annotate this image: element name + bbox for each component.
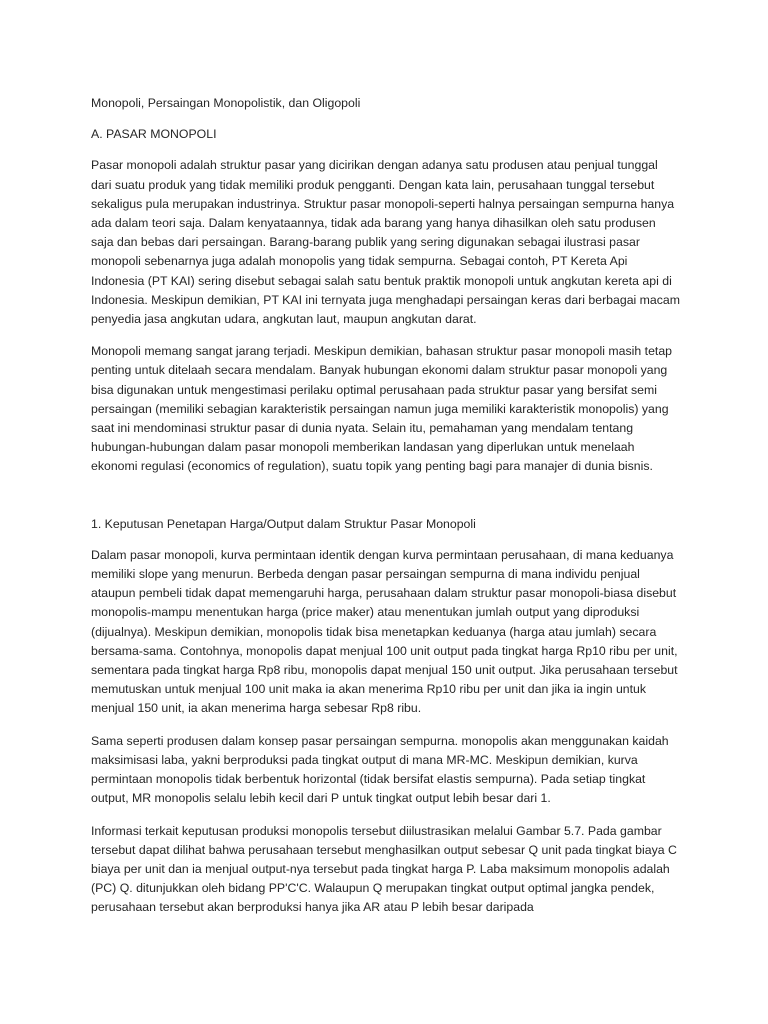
paragraph-5: Informasi terkait keputusan produksi monopolis tersebut diilustrasikan melalui Gambar 5.7. Pada gambar tersebut dapat dilihat bahwa perusahaan tersebut menghasilkan output sebesar Q unit pada tingkat biaya C biaya per unit dan ia menjual output-nya tersebut pada tingkat harga P. Laba maksimum monopolis adalah (PC) Q. ditunjukkan oleh bidang PP'C'C. Walaupun Q merupakan tingkat output optimal jangka pendek, perusahaan tersebut akan berproduksi hanya jika AR atau P lebih besar daripada <box>91 823 677 915</box>
paragraph-4: Sama seperti produsen dalam konsep pasar persaingan sempurna. monopolis akan menggunakan kaidah maksimisasi laba, yakni berproduksi pada tingkat output di mana MR-MC. Meskipun demikian, kurva permintaan monopolis tidak berbentuk horizontal (tidak bersifat elastis sempurna). Pada setiap tingkat output, MR monopolis selalu lebih kecil dari P untuk tingkat output lebih besar dari 1. <box>91 733 669 806</box>
section-a-heading: A. PASAR MONOPOLI <box>91 127 217 142</box>
document-title: Monopoli, Persaingan Monopolistik, dan Oligopoli <box>91 96 361 110</box>
paragraph-2: Monopoli memang sangat jarang terjadi. Meskipun demikian, bahasan struktur pasar monopoli masih tetap penting untuk ditelaah secara mendalam. Banyak hubungan ekonomi dalam struktur pasar monopoli yang bisa digunakan untuk mengestimasi perilaku optimal perusahaan pada struktur pasar yang bersifat semi persaingan (memiliki sebagian karakteristik persaingan namun juga memiliki karakteristik monopolis) yang saat ini mendominasi struktur pasar di dunia nyata. Selain itu, pemahaman yang mendalam tentang hubungan-hubungan dalam pasar monopoli memberikan landasan yang diperlukan untuk menelaah ekonomi regulasi (economics of regulation), suatu topik yang penting bagi para manajer di dunia bisnis. <box>91 344 673 474</box>
paragraph-3: Dalam pasar monopoli, kurva permintaan identik dengan kurva permintaan perusahaan, di mana keduanya memiliki slope yang menurun. Berbeda dengan pasar persaingan sempurna di mana individu penjual ataupun pembeli tidak dapat memengaruhi harga, perusahaan dalam struktur pasar monopoli-biasa disebut monopolis-mampu menentukan harga (price maker) atau menentukan jumlah output yang diproduksi (dijualnya). Meskipun demikian, monopolis tidak bisa menetapkan keduanya (harga atau jumlah) secara bersama-sama. Contohnya, monopolis dapat menjual 100 unit output pada tingkat harga Rp10 ribu per unit, sementara pada tingkat harga Rp8 ribu, monopolis dapat menjual 150 unit output. Jika perusahaan tersebut memutuskan untuk menjual 100 unit maka ia akan menerima Rp10 ribu per unit dan jika ia ingin untuk menjual 150 unit, ia akan menerima harga sebesar Rp8 ribu. <box>91 547 678 716</box>
paragraph-1: Pasar monopoli adalah struktur pasar yang dicirikan dengan adanya satu produsen atau penjual tunggal dari suatu produk yang tidak memiliki produk pengganti. Dengan kata lain, perusahaan tunggal tersebut sekaligus pula merupakan industrinya. Struktur pasar monopoli-seperti halnya persaingan sempurna hanya ada dalam teori saja. Dalam kenyataannya, tidak ada barang yang hanya dihasilkan oleh satu produsen saja dan bebas dari persaingan. Barang-barang publik yang sering digunakan sebagai ilustrasi pasar monopoli sebenarnya juga adalah monopolis yang tidak sempurna. Sebagai contoh, PT Kereta Api Indonesia (PT KAI) sering disebut sebagai salah satu bentuk praktik monopoli untuk angkutan kereta api di Indonesia. Meskipun demikian, PT KAI ini ternyata juga menghadapi persaingan keras dari berbagai macam penyedia jasa angkutan udara, angkutan laut, maupun angkutan darat. <box>91 158 680 327</box>
document-page <box>91 94 681 931</box>
subsection-1-heading: 1. Keputusan Penetapan Harga/Output dalam Struktur Pasar Monopoli <box>91 516 476 531</box>
